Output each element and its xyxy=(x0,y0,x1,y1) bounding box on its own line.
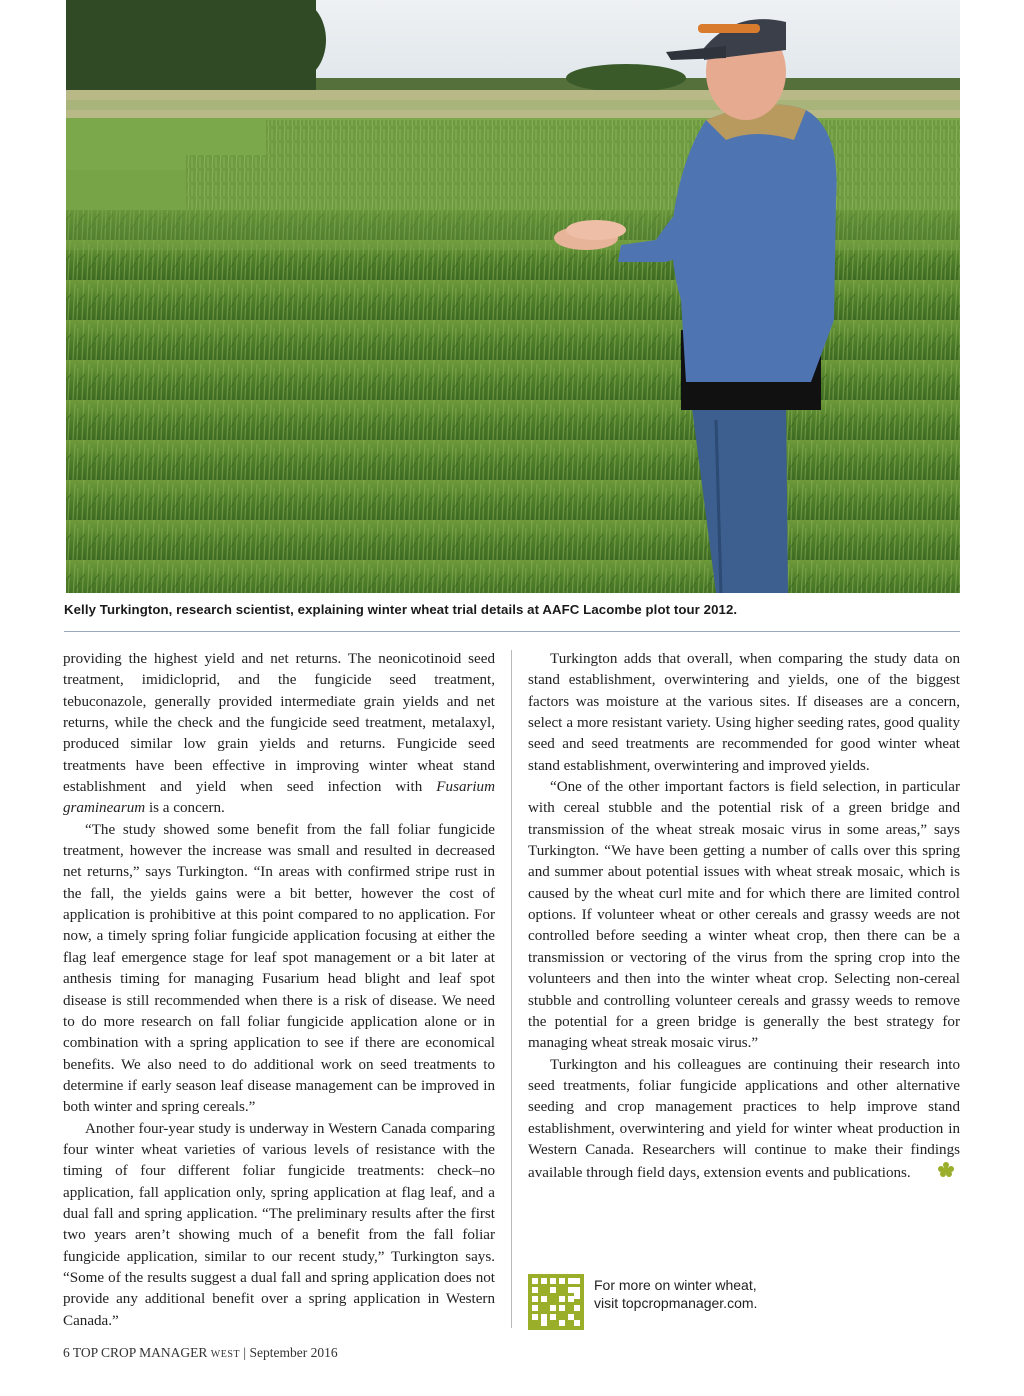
right-paragraph-1: Turkington adds that overall, when comparing the study data on stand establishment, overwintering and yields, one of the biggest factors was moisture at the various sites. If diseases are a concern, select a more resistant variety. Using higher seeding rates, good quality seed and seed treatments are recommended for good winter wheat stand establishment, overwintering and improved yields. xyxy=(528,651,960,774)
left-paragraph-1: providing the highest yield and net returns. The neonicotinoid seed treatment, imidicloprid, and the fungicide seed treatment, tebuconazole, generally provided intermediate grain yields and net returns, while the check and the fungicide seed treatment, metalaxyl, produced similar low grain yields and returns. Fungicide seed treatments have been effective in improving winter wheat stand establishment and yield when seed infection with Fusarium graminearum is a concern. xyxy=(63,651,495,817)
magazine-edition: WEST xyxy=(210,1349,241,1360)
article-column-right xyxy=(528,649,960,1187)
article-column-left xyxy=(63,649,495,1332)
issue-date: September 2016 xyxy=(249,1345,338,1360)
left-paragraph-3: Another four-year study is underway in Western Canada comparing four winter wheat varieties of various levels of resistance with the timing of four different foliar fungicide treatments: check–no application, fall application only, spring application at flag leaf, and a dual fall and spring application. “The preliminary results after the first two years aren’t showing much of a benefit from the fall foliar fungicide application, similar to our recent study,” Turkington says. “Some of the results suggest a dual fall and spring application does not provide any additional benefit over a spring application in Western Canada.” xyxy=(63,1120,495,1329)
qr-code-icon xyxy=(528,1274,584,1330)
left-paragraph-2: “The study showed some benefit from the fall foliar fungicide treatment, however the increase was small and resulted in decreased net returns,” says Turkington. “In areas with confirmed stripe rust in the fall, the yields gains were a bit better, however the cost of application is prohibitive at this point compared to no application. For now, a timely spring foliar fungicide application focusing at either the flag leaf emergence stage for leaf spot management or a bit later at anthesis timing for managing Fusarium head blight and leaf spot disease is still recommended when there is a risk of disease. We need to do more research on fall foliar fungicide application alone or in combination with a spring application to see if there are economical benefits. We also need to do additional work on seed treatments to determine if early season leaf disease management can be improved in both winter and spring cereals.” xyxy=(63,821,495,1116)
column-divider xyxy=(511,650,512,1328)
promo-link[interactable]: visit topcropmanager.com. xyxy=(594,1295,758,1311)
leaf-end-icon xyxy=(915,1161,955,1186)
field-photo-image xyxy=(66,0,960,593)
page-number: 6 xyxy=(63,1345,70,1360)
right-paragraph-2: “One of the other important factors is field selection, in particular with cereal stubble and the potential risk of a green bridge and transmission of the wheat streak mosaic virus in some areas,” says Turkington. “We have been getting a number of calls over this spring and summer about potential issues with wheat streak mosaic, which is caused by the wheat curl mite and for which there are limited control options. If volunteer wheat or other cereals and grassy weeds are not controlled before seeding a winter wheat crop, then there can be a transmission or vectoring of the virus from the spring crop into the volunteers and then into the winter wheat crop. Selecting non-cereal stubble and controlling volunteer cereals and grassy weeds to remove the potential for a green bridge is generally the best strategy for managing wheat streak mosaic virus.” xyxy=(528,779,960,1052)
right-paragraph-3: Turkington and his colleagues are continuing their research into seed treatments, foliar fungicide applications and other alternative seeding and crop management practices to help improve stand establishment, overwintering and yield for winter wheat production in Western Canada. Researchers will continue to make their findings available through field days, extension events and publications. xyxy=(528,1055,960,1187)
photo-caption: Kelly Turkington, research scientist, explaining winter wheat trial details at AAFC Lacombe plot tour 2012. xyxy=(64,602,738,617)
website-promo[interactable] xyxy=(528,1274,968,1332)
article-photo xyxy=(66,0,960,593)
folio-separator: | xyxy=(243,1345,247,1360)
caption-divider xyxy=(64,631,960,632)
promo-text xyxy=(594,1276,757,1312)
promo-line-1: For more on winter wheat, xyxy=(594,1277,757,1293)
magazine-name: TOP CROP MANAGER xyxy=(72,1345,208,1360)
page-folio xyxy=(63,1345,338,1361)
